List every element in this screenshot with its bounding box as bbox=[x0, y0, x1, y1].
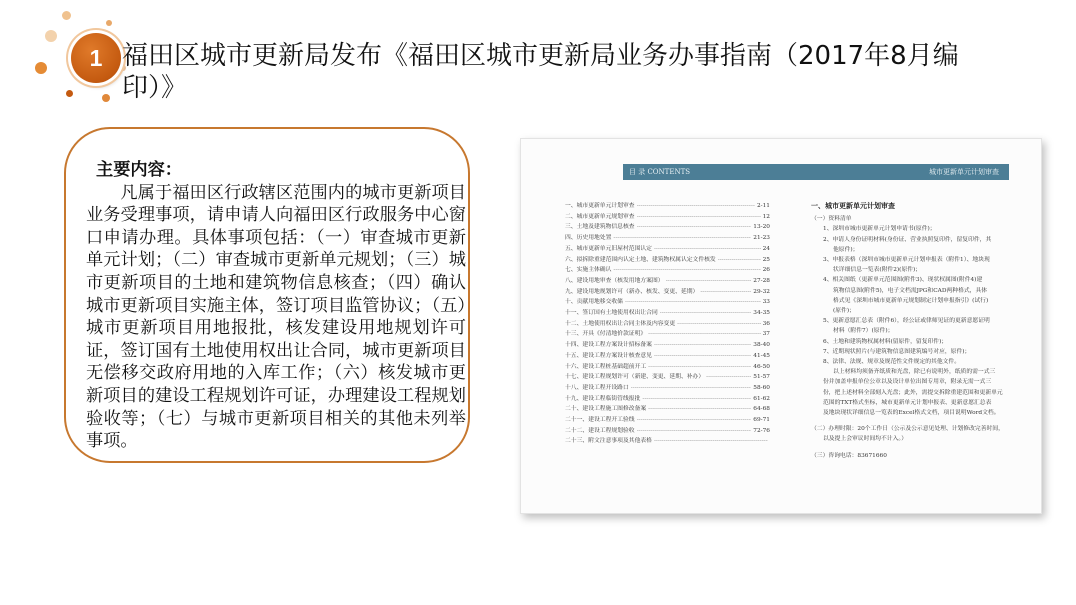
toc-leader bbox=[706, 372, 751, 383]
toc-item-page: 12 bbox=[762, 213, 770, 220]
toc-leader bbox=[637, 415, 752, 426]
toc-leader bbox=[613, 265, 760, 276]
document-right-lines bbox=[811, 214, 1027, 461]
document-line: 份并加盖申报单位公章以及设计单位出图专用章，附录无需一式三 bbox=[823, 379, 992, 386]
document-line: 筑物信息图(附件5)，电子文档需JPG和CAD两种格式，具体 bbox=[833, 287, 988, 294]
toc-row bbox=[565, 404, 770, 415]
document-line: 5、更新意愿汇总表（附件6），经公证或律师见证的更新意愿证明 bbox=[823, 318, 990, 325]
toc-leader bbox=[637, 201, 755, 212]
toc-row bbox=[565, 383, 770, 394]
document-line: (原件)； bbox=[833, 308, 855, 315]
toc-item-page: 72-76 bbox=[753, 427, 770, 434]
toc-row bbox=[565, 436, 770, 447]
toc-item-title: 十、贡献用地移交收储 bbox=[565, 299, 623, 306]
toc-item-title: 十三、开具《付清地价款证明》 bbox=[565, 331, 647, 338]
content-paragraph: 凡属于福田区行政辖区范围内的城市更新项目业务受理事项，请申请人向福田区行政服务中心窗口申请办理。具体事项包括：（一）审查城市更新单元计划；（二）审查城市更新单元规划；（三）城市更新项目的土地和建筑物信息核查；（四）确认城市更新项目实施主体，签订项目监管协议；（五）城市更新项目用地报批，核发建设用地规划许可证，签订国有土地使用权出让合同，城市更新项目无偿移交政府用地的入库工作；（六）核发城市更新项目的建设工程规划许可证，办理建设工程规划验收等；（七）与城市更新项目相关的其他未列举事项。 bbox=[86, 182, 466, 452]
toc-leader bbox=[637, 222, 752, 233]
content-text bbox=[86, 159, 466, 453]
document-line: 份，把上述材料全部刻入光盘；此外，需提交拆除重建范围和更新单元 bbox=[823, 389, 1003, 396]
toc-item-title: 二十二、建设工程规划验收 bbox=[565, 427, 635, 434]
toc-item-title: 十四、建设工程方案设计招标备案 bbox=[565, 342, 652, 349]
decor-dot bbox=[35, 62, 47, 74]
toc-row bbox=[565, 276, 770, 287]
section-number-decoration bbox=[28, 10, 133, 105]
toc-leader bbox=[631, 383, 752, 394]
toc-item-title: 十一、签订国有土地使用权出让合同 bbox=[565, 310, 658, 317]
document-line: 状详细信息一览表(附件2)(原件)； bbox=[833, 267, 922, 274]
toc-item-page: 2-11 bbox=[756, 203, 770, 209]
toc-row bbox=[565, 415, 770, 426]
toc-item-page: 61-62 bbox=[753, 395, 770, 402]
toc-leader bbox=[654, 340, 751, 351]
toc-row bbox=[565, 351, 770, 362]
section-number-badge: 1 bbox=[71, 33, 121, 83]
toc-row bbox=[565, 308, 770, 319]
table-of-contents bbox=[565, 201, 770, 447]
toc-item-title: 二十一、建设工程开工验线 bbox=[565, 417, 635, 424]
document-section-heading: 一、城市更新单元计划审查 bbox=[811, 201, 895, 210]
toc-item-title: 五、城市更新单元旧屋村范围认定 bbox=[565, 245, 652, 252]
document-header-right: 城市更新单元计划审查 bbox=[929, 168, 999, 176]
toc-leader bbox=[637, 426, 752, 437]
toc-item-page: 46-50 bbox=[753, 363, 770, 370]
toc-row bbox=[565, 255, 770, 266]
document-line: 材料（附件7）(原件)； bbox=[833, 328, 894, 335]
decor-dot bbox=[45, 30, 57, 42]
document-header-bar bbox=[623, 164, 1009, 180]
decor-dot bbox=[66, 90, 73, 97]
toc-leader bbox=[654, 436, 768, 447]
toc-row bbox=[565, 222, 770, 233]
toc-item-title: 二、城市更新单元规划审查 bbox=[565, 213, 635, 220]
toc-item-title: 八、建设用地审查（核发用地方案图） bbox=[565, 277, 664, 284]
toc-row bbox=[565, 372, 770, 383]
toc-item-page: 69-71 bbox=[753, 417, 770, 424]
document-line: 范围的TXT格式坐标，城市更新单元计划申报表、更新意愿汇总表 bbox=[823, 399, 992, 406]
toc-item-page: 34-35 bbox=[753, 310, 770, 317]
toc-item-title: 一、城市更新单元计划审查 bbox=[565, 203, 635, 209]
toc-item-page: 29-32 bbox=[753, 288, 770, 295]
toc-item-title: 二十三、附文注意事项及其他表格 bbox=[565, 438, 652, 445]
toc-item-page: 41-45 bbox=[753, 352, 770, 359]
toc-item-title: 十八、建设工程开设路口 bbox=[565, 384, 629, 391]
toc-row bbox=[565, 244, 770, 255]
toc-leader bbox=[648, 329, 760, 340]
toc-item-page: 38-40 bbox=[753, 342, 770, 349]
decor-dot bbox=[106, 20, 112, 26]
decor-dot bbox=[62, 11, 71, 20]
document-line: （二）办理时限：20个工作日（公示及公示意见处理、计划修改完善时间， bbox=[811, 426, 1004, 433]
toc-item-title: 四、历史用地处置 bbox=[565, 235, 612, 242]
document-image bbox=[520, 138, 1042, 514]
document-line: 3、申报表格（深圳市城市更新单元计划申报表（附件1）、地块现 bbox=[823, 257, 990, 264]
document-line: 6、土地和建筑物权属材料(留原件，留复印件)； bbox=[823, 338, 948, 345]
toc-leader bbox=[654, 351, 751, 362]
toc-row bbox=[565, 426, 770, 437]
toc-leader bbox=[677, 319, 760, 330]
document-line: 他原件)； bbox=[833, 246, 859, 253]
decor-dot bbox=[102, 94, 110, 102]
toc-row bbox=[565, 340, 770, 351]
document-line: 以上材料均须备齐纸质和光盘，除已有说明外，纸质的需一式三 bbox=[833, 369, 996, 376]
toc-item-page: 36 bbox=[762, 320, 770, 327]
document-line: 1、深圳市城市更新单元计划申请书(原件)； bbox=[823, 226, 936, 233]
toc-item-title: 十五、建设工程方案设计核查意见 bbox=[565, 352, 652, 359]
toc-item-page: 26 bbox=[762, 267, 770, 274]
document-line: （三）咨询电话：83671660 bbox=[811, 452, 887, 459]
toc-leader bbox=[613, 233, 751, 244]
toc-item-title: 二十、建设工程施工图修改备案 bbox=[565, 406, 647, 413]
toc-item-title: 十二、土地使用权出让合同主体及内容变更 bbox=[565, 320, 676, 327]
toc-item-page: 21-23 bbox=[753, 235, 770, 242]
toc-row bbox=[565, 265, 770, 276]
document-line: （一）资料清单 bbox=[811, 216, 852, 223]
toc-leader bbox=[718, 255, 761, 266]
document-line: 7、近期现状照片(与建筑物信息图建筑编号对应，原件)； bbox=[823, 348, 971, 355]
content-box bbox=[64, 127, 470, 463]
toc-item-page: 13-20 bbox=[753, 224, 770, 231]
toc-item-page: 37 bbox=[762, 331, 770, 338]
toc-item-title: 六、拟拆除重建范围内认定土地、建筑物权属认定文件核发 bbox=[565, 256, 716, 263]
toc-item-title: 七、实施主体确认 bbox=[565, 267, 612, 274]
toc-row bbox=[565, 287, 770, 298]
toc-leader bbox=[637, 212, 761, 223]
document-line: 以及提上会审议时间均不计入。） bbox=[823, 436, 908, 443]
toc-row bbox=[565, 329, 770, 340]
toc-leader bbox=[648, 362, 751, 373]
toc-leader bbox=[642, 394, 751, 405]
document-right-column bbox=[811, 201, 1027, 461]
toc-item-page: 51-57 bbox=[753, 374, 770, 381]
toc-item-page: 58-60 bbox=[753, 384, 770, 391]
toc-row bbox=[565, 319, 770, 330]
toc-row bbox=[565, 233, 770, 244]
toc-item-title: 十六、建设工程桩基础超前开工 bbox=[565, 363, 647, 370]
toc-leader bbox=[666, 276, 752, 287]
toc-item-page: 24 bbox=[762, 245, 770, 252]
document-line: 及地块现状详细信息一览表的Excel格式文档，项目说明Word文档。 bbox=[823, 410, 1000, 417]
toc-leader bbox=[625, 297, 761, 308]
document-line: 格式见《深圳市城市更新单元规划制定计划申报指引》(试行) bbox=[833, 297, 989, 304]
page-title: 福田区城市更新局发布《福田区城市更新局业务办事指南（2017年8月编印）》 bbox=[122, 41, 959, 103]
toc-item-title: 三、土地及建筑物信息核查 bbox=[565, 224, 635, 231]
toc-item-page: 64-68 bbox=[753, 406, 770, 413]
toc-item-page: 25 bbox=[762, 256, 770, 263]
document-header-left: 目 录 CONTENTS bbox=[629, 168, 691, 176]
toc-row bbox=[565, 394, 770, 405]
toc-row bbox=[565, 212, 770, 223]
toc-item-page: 33 bbox=[762, 299, 770, 306]
content-label: 主要内容： bbox=[96, 160, 182, 180]
toc-leader bbox=[654, 244, 761, 255]
toc-item-title: 十七、建设工程规划许可（新建、变更、延期、补办） bbox=[565, 374, 705, 381]
toc-leader bbox=[660, 308, 752, 319]
document-line: 2、申请人身份证明材料(身份证、营业执照复印件，留复印件，其 bbox=[823, 236, 992, 243]
toc-item-page: 27-28 bbox=[753, 277, 770, 284]
toc-item-title: 十九、建设工程临街管线报批 bbox=[565, 395, 641, 402]
toc-item-title: 九、建设用地规划许可（新办、核发、变更、延期） bbox=[565, 288, 699, 295]
toc-leader bbox=[700, 287, 751, 298]
toc-row bbox=[565, 201, 770, 212]
document-line: 8、法律、法规、规章及规范性文件规定的其他文件。 bbox=[823, 359, 961, 366]
toc-row bbox=[565, 362, 770, 373]
document-line: 4、相关图纸（更新单元范围图(附件3)、现状权属图(附件4)建 bbox=[823, 277, 983, 284]
toc-row bbox=[565, 297, 770, 308]
toc-leader bbox=[648, 404, 751, 415]
